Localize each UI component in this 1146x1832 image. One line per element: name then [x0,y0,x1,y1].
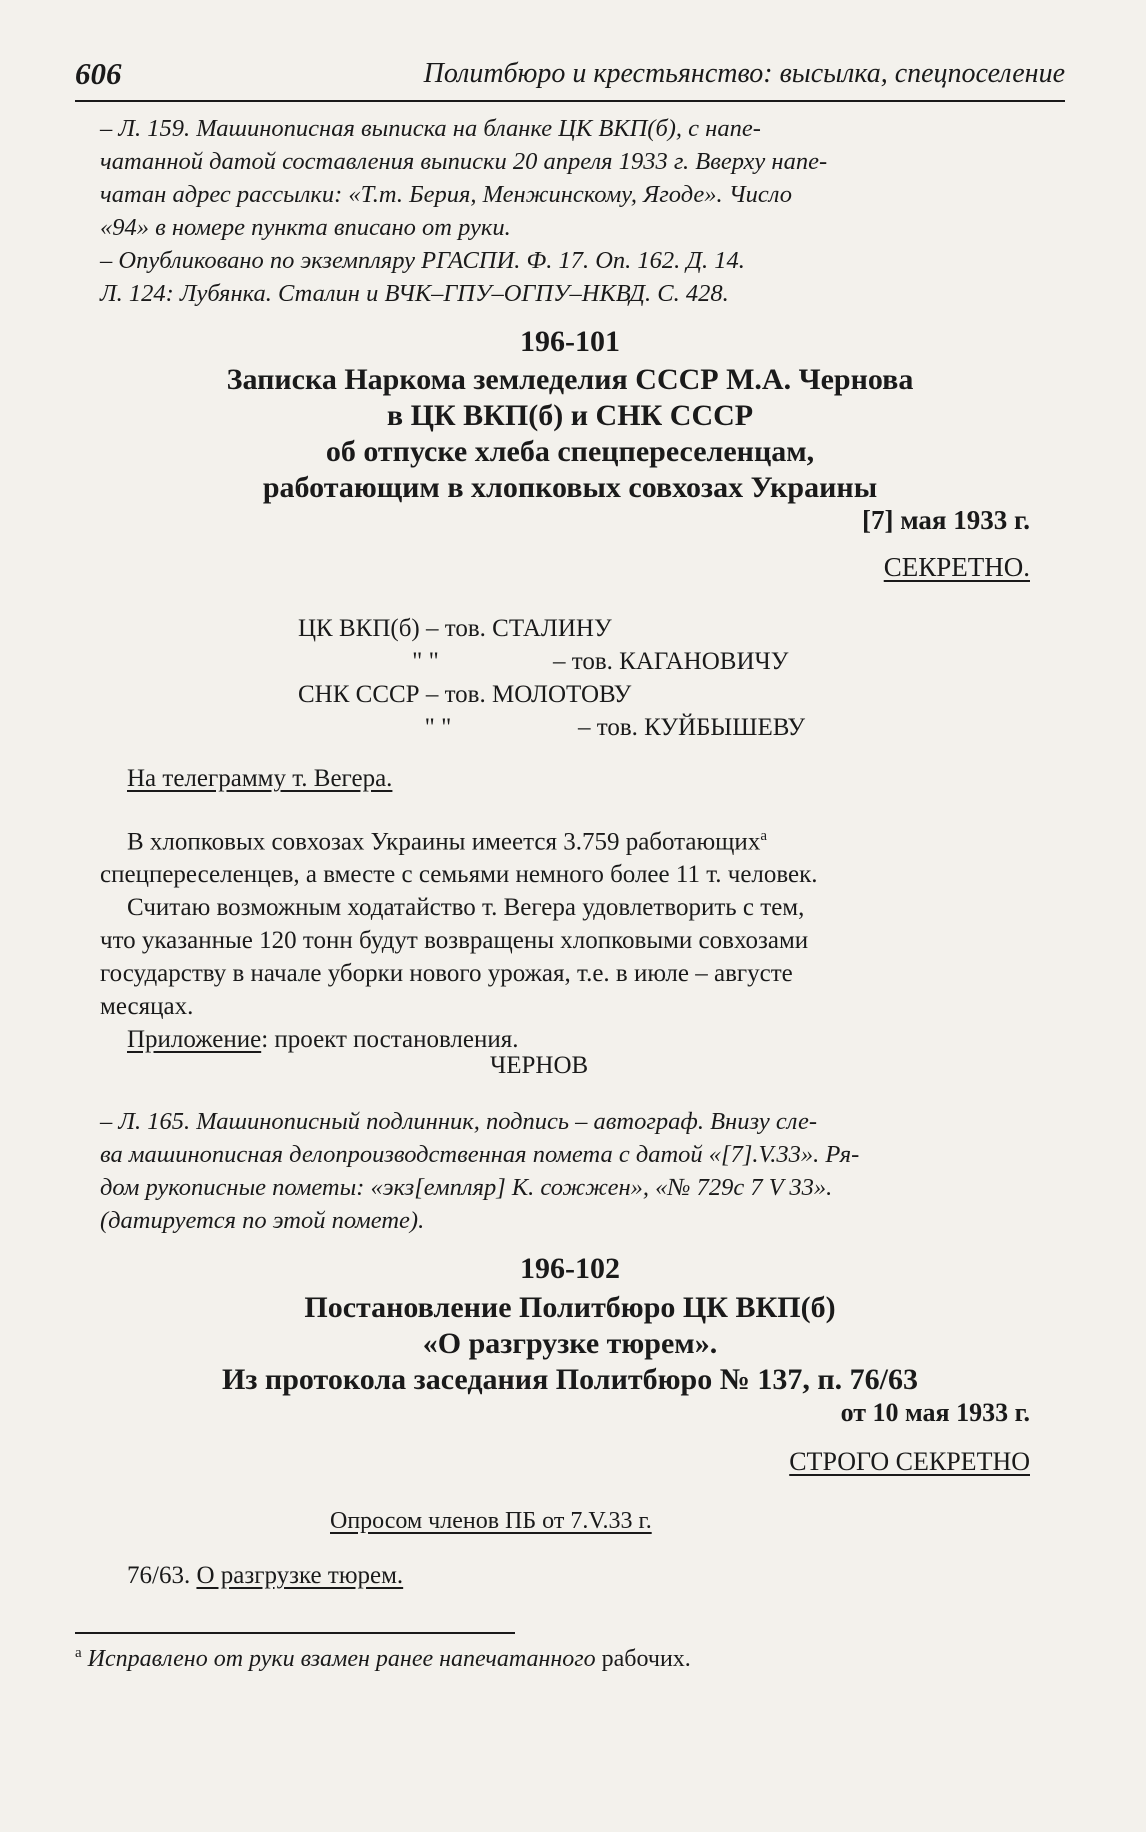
note-line: – Л. 165. Машинописный подлинник, подпись – автограф. Внизу сле- [100,1108,818,1135]
body-text: В хлопковых совхозах Украины имеется 3.759 работающих [127,828,761,856]
item-number: 76/63. [127,1562,191,1589]
doc-102-date: от 10 мая 1933 г. [840,1398,1030,1427]
doc-101-title [75,362,1065,506]
body-line [100,820,1030,858]
item-line [127,1562,403,1590]
title-line: Записка Наркома земледелия СССР М.А. Чернова [226,363,914,396]
note-line: дом рукописные пометы: «экз[емпляр] К. сожжен», «№ 729с 7 V 33». [100,1174,833,1201]
body-line: месяцах. [100,993,194,1021]
ditto-mark: " " [412,648,439,675]
note-line: – Л. 159. Машинописная выписка на бланке ЦК ВКП(б), с напе- [100,115,761,142]
title-line: об отпуске хлеба спецпереселенцам, [325,435,815,468]
body-line: государству в начале уборки нового урожая, т.е. в июле – августе [100,960,793,988]
footnote-rule [75,1632,515,1634]
top-archive-note [100,112,1030,310]
item-title: О разгрузке тюрем. [196,1562,404,1589]
doc-102-secrecy: СТРОГО СЕКРЕТНО [789,1447,1030,1476]
note-line: (датируется по этой помете). [100,1207,425,1234]
page-header [75,52,1065,102]
attachment-label: Приложение [127,1026,262,1054]
ditto-mark: " " [424,714,452,741]
body-line: спецпереселенцев, а вместе с семьями немного более 11 т. человек. [100,861,818,889]
title-line: Из протокола заседания Политбюро № 137, п. 76/63 [222,1363,918,1396]
title-line: работающим в хлопковых совхозах Украины [262,471,878,504]
doc-101-archive-note [100,1105,1030,1237]
attachment-text: : проект постановления. [261,1026,519,1054]
footnote-ref: а [760,828,767,844]
doc-101-number: 196-101 [520,325,620,358]
note-line: ва машинописная делопроизводственная помета с датой «[7].V.33». Ря- [100,1141,860,1168]
body-line: что указанные 120 тонн будут возвращены хлопковыми совхозами [100,927,809,955]
note-line: чатанной датой составления выписки 20 апреля 1933 г. Вверху напе- [100,148,828,175]
running-title: Политбюро и крестьянство: высылка, спецпоселение [423,58,1065,89]
title-line: «О разгрузке тюрем». [422,1327,718,1360]
note-line: чатан адрес рассылки: «Т.т. Берия, Менжинскому, Ягоде». Число [100,181,793,208]
doc-101-secrecy: СЕКРЕТНО. [883,552,1030,582]
footnote [75,1645,1025,1673]
doc-102-number: 196-102 [520,1252,620,1285]
addressee-text: – тов. КУЙБЫШЕВУ [578,714,806,741]
addressee-text: – тов. КАГАНОВИЧУ [553,648,789,675]
addressee-line [298,711,998,744]
reference-line: На телеграмму т. Вегера. [127,765,393,792]
note-line: «94» в номере пункта вписано от руки. [100,214,511,241]
addressee-line [298,645,998,678]
footnote-plain: рабочих. [595,1646,691,1672]
title-line: Постановление Политбюро ЦК ВКП(б) [304,1291,836,1324]
footnote-italic: Исправлено от руки взамен ранее напечатанного [87,1646,596,1672]
addressee-line: СНК СССР – тов. МОЛОТОВУ [298,681,632,708]
addressee-line: ЦК ВКП(б) – тов. СТАЛИНУ [298,615,612,642]
note-line: Л. 124: Лубянка. Сталин и ВЧК–ГПУ–ОГПУ–НКВД. С. 428. [100,280,729,307]
body-line: Считаю возможным ходатайство т. Вегера удовлетворить с тем, [127,894,805,922]
doc-102-title [75,1290,1065,1398]
doc-101-addressees [298,612,998,744]
title-line: в ЦК ВКП(б) и СНК СССР [386,399,754,432]
footnote-mark: а [75,1645,82,1661]
doc-101-body [100,820,1030,1056]
poll-line: Опросом членов ПБ от 7.V.33 г. [330,1508,652,1534]
doc-101-date: [7] мая 1933 г. [861,505,1030,535]
note-line: – Опубликовано по экземпляру РГАСПИ. Ф. 17. Оп. 162. Д. 14. [100,247,745,274]
signature: ЧЕРНОВ [490,1052,589,1079]
page-number: 606 [75,56,122,91]
